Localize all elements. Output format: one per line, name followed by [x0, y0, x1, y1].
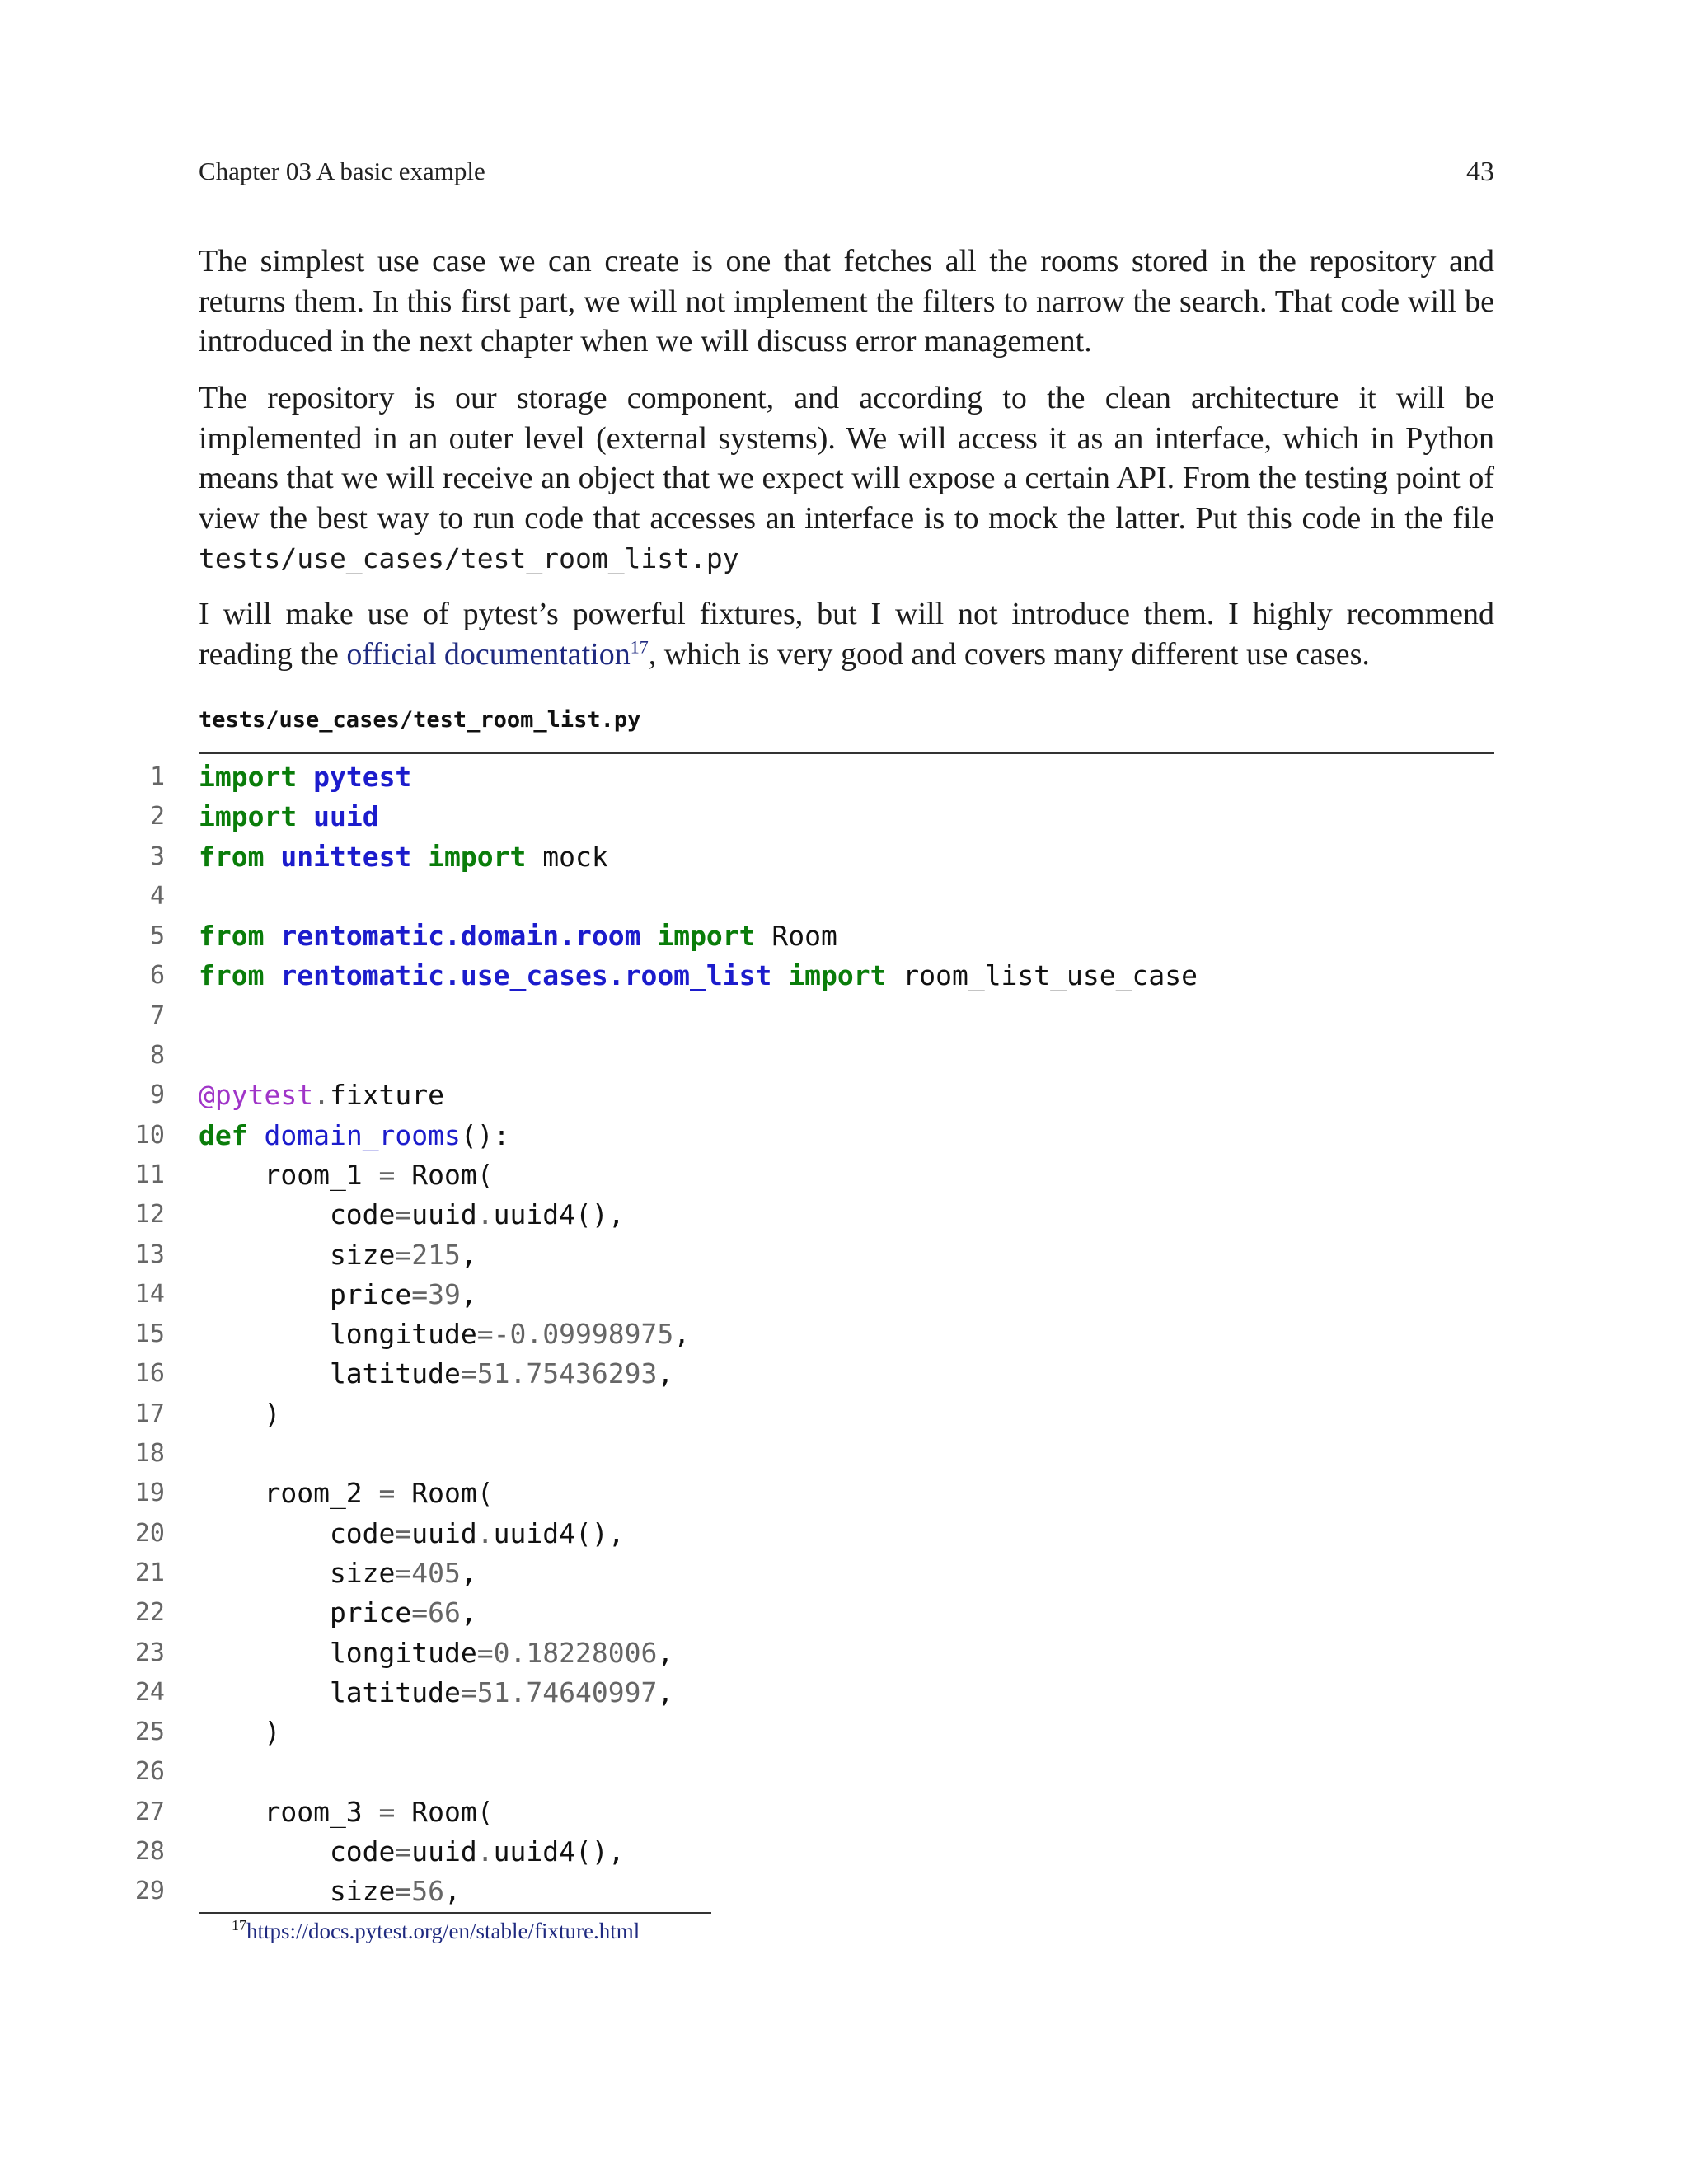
code-token: = — [411, 1596, 429, 1629]
code-token: mock — [526, 840, 608, 873]
code-token: price — [199, 1277, 412, 1310]
code-token: uuid4(), — [493, 1516, 625, 1549]
code-token: ) — [199, 1397, 281, 1430]
code-token: Room — [755, 920, 837, 953]
code-line — [0, 1673, 1688, 1713]
code-token: uuid — [313, 800, 379, 833]
code-line — [0, 1116, 1688, 1155]
code-line — [0, 1394, 1688, 1434]
code-token: @pytest — [199, 1079, 314, 1112]
code-token: size — [199, 1556, 396, 1589]
paragraph-text: , which is very good and covers many different use cases. — [648, 636, 1370, 672]
code-token: , — [460, 1556, 477, 1589]
code-text — [199, 1673, 673, 1713]
paragraph-fixtures — [199, 594, 1494, 674]
paragraph-repository — [199, 378, 1494, 579]
code-line — [0, 1713, 1688, 1752]
code-token: unittest — [280, 840, 412, 873]
code-line — [0, 757, 1688, 797]
line-number: 11 — [134, 1160, 165, 1189]
code-token — [264, 841, 280, 873]
line-number: 7 — [149, 1001, 165, 1030]
code-token: pytest — [313, 761, 412, 793]
line-number: 25 — [134, 1718, 165, 1747]
code-token: code — [199, 1835, 396, 1868]
code-token: 51.74640997 — [476, 1675, 658, 1708]
code-line — [0, 916, 1688, 956]
code-token: from — [199, 840, 265, 873]
paragraph-text: The simplest use case we can create is one that fetches all the rooms stored in the repository and returns them. In this first part, we will not implement the filters to narrow the search. That code will be introduced in the next chapter when we will discuss error management. — [199, 244, 1494, 359]
code-text — [199, 1076, 444, 1115]
code-line — [0, 1872, 1688, 1911]
code-token: , — [657, 1636, 674, 1669]
code-line — [0, 1514, 1688, 1554]
footnote-number: 17 — [232, 1917, 246, 1933]
code-token: longitude — [199, 1636, 477, 1669]
code-token: fixture — [329, 1079, 445, 1112]
code-text — [199, 1195, 625, 1235]
code-text — [199, 1872, 461, 1911]
code-token: , — [673, 1318, 691, 1351]
code-token: = — [476, 1636, 494, 1669]
code-token: ) — [199, 1716, 281, 1749]
line-number: 3 — [149, 841, 165, 871]
code-token: room_3 — [199, 1795, 379, 1828]
code-line — [0, 1554, 1688, 1593]
code-token: . — [476, 1198, 494, 1231]
line-number: 20 — [134, 1518, 165, 1548]
code-token: uuid4(), — [493, 1835, 625, 1868]
running-header — [199, 157, 1494, 193]
code-token: = — [411, 1277, 429, 1310]
code-line — [0, 1155, 1688, 1195]
code-token: = — [395, 1835, 412, 1868]
line-number: 14 — [134, 1279, 165, 1309]
code-line — [0, 1354, 1688, 1394]
code-text — [199, 1315, 690, 1354]
code-token: room_1 — [199, 1158, 379, 1191]
code-token: = — [395, 1516, 412, 1549]
code-text — [199, 757, 411, 797]
code-text — [199, 1832, 625, 1872]
code-text — [199, 956, 1198, 996]
code-token: (): — [460, 1118, 510, 1151]
paragraph-use-case-intro — [199, 241, 1494, 362]
code-token: 405 — [411, 1556, 461, 1589]
code-token: room_list_use_case — [886, 959, 1198, 992]
code-text — [199, 1554, 477, 1593]
code-token: 0.18228006 — [493, 1636, 658, 1669]
code-line — [0, 1793, 1688, 1832]
code-listing — [0, 757, 1688, 1912]
code-text — [199, 1514, 625, 1554]
official-documentation-link[interactable]: official documentation — [346, 636, 631, 672]
line-number: 9 — [149, 1080, 165, 1110]
footnote — [232, 1917, 640, 1944]
code-text — [199, 1116, 510, 1155]
code-token: longitude — [199, 1318, 477, 1351]
code-token: uuid4(), — [493, 1198, 625, 1231]
code-token: , — [444, 1875, 461, 1908]
chapter-title: Chapter 03 A basic example — [199, 157, 485, 185]
code-token: size — [199, 1875, 396, 1908]
code-token: , — [460, 1277, 477, 1310]
code-listing-caption: tests/use_cases/test_room_list.py — [199, 707, 641, 733]
code-token: rentomatic.domain.room — [280, 920, 641, 953]
code-token: uuid — [411, 1516, 477, 1549]
code-line — [0, 877, 1688, 916]
code-line — [0, 1434, 1688, 1474]
code-token: , — [657, 1675, 674, 1708]
code-line — [0, 1195, 1688, 1235]
line-number: 17 — [134, 1399, 165, 1428]
line-number: 12 — [134, 1200, 165, 1230]
line-number: 6 — [149, 961, 165, 991]
code-listing-divider — [199, 752, 1494, 754]
line-number: 28 — [134, 1837, 165, 1867]
code-token — [248, 1119, 265, 1151]
line-number: 23 — [134, 1638, 165, 1667]
code-token: 56 — [411, 1875, 445, 1908]
code-token: import — [657, 920, 756, 953]
code-token: import — [788, 959, 887, 992]
code-text — [199, 1713, 280, 1752]
code-line — [0, 1752, 1688, 1792]
code-line — [0, 996, 1688, 1036]
line-number: 21 — [134, 1558, 165, 1587]
code-token — [264, 959, 280, 991]
code-token: = — [378, 1795, 396, 1828]
code-text — [199, 1593, 477, 1633]
code-token: uuid — [411, 1835, 477, 1868]
code-token: price — [199, 1596, 412, 1629]
code-token — [297, 800, 313, 832]
code-token: = — [395, 1556, 412, 1589]
code-token: Room( — [395, 1795, 494, 1828]
code-token: rentomatic.use_cases.room_list — [280, 959, 772, 992]
line-number: 8 — [149, 1041, 165, 1071]
code-token: from — [199, 920, 265, 953]
code-token: code — [199, 1198, 396, 1231]
code-token: room_2 — [199, 1477, 379, 1510]
code-line — [0, 1315, 1688, 1354]
line-number: 27 — [134, 1797, 165, 1826]
code-token: = — [460, 1357, 477, 1390]
code-token: = — [395, 1198, 412, 1231]
paragraph-text: The repository is our storage component, and according to the clean architecture it will be implemented in an outer level (external systems). We will access it as an interface, which in Python means that we will receive an object that we expect will expose a certain API. From the testing point of view the best way to run code that accesses an interface is to mock the latter. Put this code in the file — [199, 381, 1494, 536]
line-number: 2 — [149, 802, 165, 832]
footnote-link[interactable]: https://docs.pytest.org/en/stable/fixture.html — [246, 1919, 640, 1943]
code-token: uuid — [411, 1198, 477, 1231]
code-token: latitude — [199, 1675, 461, 1708]
code-token: , — [460, 1238, 477, 1271]
code-token — [640, 920, 657, 952]
code-token: . — [476, 1835, 494, 1868]
code-token: =- — [476, 1318, 510, 1351]
code-token — [297, 761, 313, 793]
code-text — [199, 1235, 477, 1275]
code-token: from — [199, 959, 265, 992]
code-line — [0, 956, 1688, 996]
code-text — [199, 1155, 494, 1195]
code-text — [199, 1275, 477, 1315]
code-token: size — [199, 1238, 396, 1271]
code-token: latitude — [199, 1357, 461, 1390]
line-number: 19 — [134, 1479, 165, 1508]
code-line — [0, 1235, 1688, 1275]
line-number: 26 — [134, 1757, 165, 1787]
line-number: 10 — [134, 1120, 165, 1150]
code-line — [0, 1593, 1688, 1633]
code-token: 51.75436293 — [476, 1357, 658, 1390]
code-line — [0, 1036, 1688, 1076]
code-text — [199, 916, 837, 956]
code-token — [264, 920, 280, 952]
line-number: 24 — [134, 1677, 165, 1707]
code-token: . — [313, 1079, 330, 1112]
code-token: def — [199, 1118, 248, 1151]
code-text — [199, 837, 608, 877]
code-text — [199, 1633, 673, 1673]
line-number: 22 — [134, 1598, 165, 1628]
code-token: = — [378, 1158, 396, 1191]
code-token: = — [395, 1238, 412, 1271]
line-number: 29 — [134, 1877, 165, 1906]
line-number: 13 — [134, 1240, 165, 1269]
code-token: 0.09998975 — [509, 1318, 674, 1351]
code-token: 39 — [428, 1277, 461, 1310]
code-line — [0, 1275, 1688, 1315]
line-number: 4 — [149, 881, 165, 911]
code-line — [0, 1474, 1688, 1513]
line-number: 16 — [134, 1359, 165, 1389]
code-line — [0, 1076, 1688, 1115]
page-number: 43 — [1466, 157, 1494, 187]
code-text — [199, 1474, 494, 1513]
code-token: . — [476, 1516, 494, 1549]
code-token: code — [199, 1516, 396, 1549]
code-line — [0, 1633, 1688, 1673]
code-text — [199, 1793, 494, 1832]
code-token: domain_rooms — [264, 1118, 461, 1151]
code-token: = — [378, 1477, 396, 1510]
code-token: Room( — [395, 1477, 494, 1510]
code-line — [0, 1832, 1688, 1872]
code-token — [411, 841, 428, 873]
line-number: 15 — [134, 1319, 165, 1349]
code-token: = — [395, 1875, 412, 1908]
inline-code-filename: tests/use_cases/test_room_list.py — [199, 542, 739, 574]
code-token: , — [460, 1596, 477, 1629]
code-token: import — [199, 800, 298, 833]
code-token: = — [460, 1675, 477, 1708]
paragraph-text: I will make use of pytest’s powerful fixtures, but I will not introduce them. I highly recommend reading the — [199, 597, 1494, 672]
code-token: import — [428, 840, 527, 873]
code-text — [199, 1354, 673, 1394]
code-token: 215 — [411, 1238, 461, 1271]
code-token — [771, 959, 788, 991]
footnote-reference[interactable]: 17 — [630, 635, 649, 657]
code-line — [0, 837, 1688, 877]
code-text — [199, 1394, 280, 1434]
line-number: 5 — [149, 921, 165, 951]
code-token: , — [657, 1357, 674, 1390]
code-token: Room( — [395, 1158, 494, 1191]
code-line — [0, 797, 1688, 837]
code-token: 66 — [428, 1596, 461, 1629]
line-number: 18 — [134, 1439, 165, 1469]
line-number: 1 — [149, 762, 165, 791]
code-token: import — [199, 761, 298, 793]
code-text — [199, 797, 379, 837]
footnote-divider — [199, 1912, 711, 1914]
